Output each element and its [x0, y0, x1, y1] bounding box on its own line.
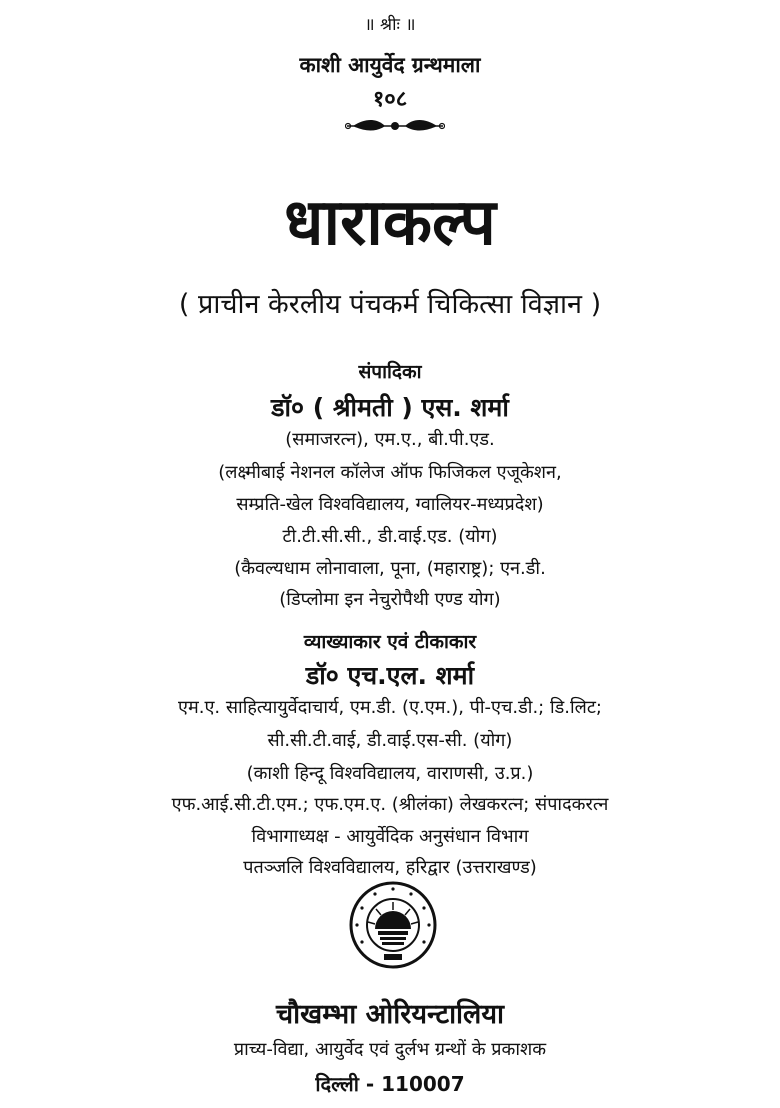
editor-name: डॉ० ( श्रीमती ) एस. शर्मा: [271, 393, 509, 422]
editor-detail: (समाजरत्न), एम.ए., बी.पी.एड.: [285, 429, 495, 450]
publisher-name: चौखम्भा ओरियन्टालिया: [275, 999, 505, 1030]
editor-detail: (कैवल्यधाम लोनावाला, पूना, (महाराष्ट्र); एन.डी.: [234, 558, 546, 579]
editor-role: संपादिका: [358, 361, 422, 383]
ornament-icon: [345, 116, 445, 136]
book-title: धाराकल्प: [284, 186, 496, 260]
book-subtitle: ( प्राचीन केरलीय पंचकर्म चिकित्सा विज्ञान ): [178, 289, 602, 320]
commentator-detail: सी.सी.टी.वाई, डी.वाई.एस-सी. (योग): [267, 730, 513, 751]
publisher-tagline: प्राच्य-विद्या, आयुर्वेद एवं दुर्लभ ग्रन्थों के प्रकाशक: [233, 1039, 547, 1060]
commentator-role: व्याख्याकार एवं टीकाकार: [303, 631, 477, 653]
editor-detail: टी.टी.सी.सी., डी.वाई.एड. (योग): [282, 526, 498, 547]
commentator-detail: एम.ए. साहित्यायुर्वेदाचार्य, एम.डी. (ए.एम.), पी-एच.डी.; डि.लिट;: [178, 697, 602, 718]
commentator-detail: विभागाध्यक्ष - आयुर्वेदिक अनुसंधान विभाग: [251, 826, 529, 847]
editor-detail: (लक्ष्मीबाई नेशनल कॉलेज ऑफ फिजिकल एजूकेशन,: [218, 462, 562, 483]
series-number: १०८: [372, 87, 408, 112]
invocation: ॥ श्रीः ॥: [364, 15, 416, 35]
commentator-name: डॉ० एच.एल. शर्मा: [305, 661, 475, 690]
editor-detail: सम्प्रति-खेल विश्वविद्यालय, ग्वालियर-मध्यप्रदेश): [236, 494, 544, 515]
commentator-detail: एफ.आई.सी.टी.एम.; एफ.एम.ए. (श्रीलंका) लेखकरत्न; संपादकरत्न: [171, 794, 609, 815]
commentator-detail: (काशी हिन्दू विश्वविद्यालय, वाराणसी, उ.प्र.): [246, 763, 534, 784]
editor-detail: (डिप्लोमा इन नेचुरोपैथी एण्ड योग): [279, 589, 501, 610]
publisher-emblem-icon: [348, 880, 438, 970]
series-name: काशी आयुर्वेद ग्रन्थमाला: [299, 53, 481, 77]
commentator-detail: पतञ्जलि विश्वविद्यालय, हरिद्वार (उत्तराखण्ड): [243, 857, 537, 878]
publisher-city: दिल्ली - 110007: [315, 1072, 465, 1096]
